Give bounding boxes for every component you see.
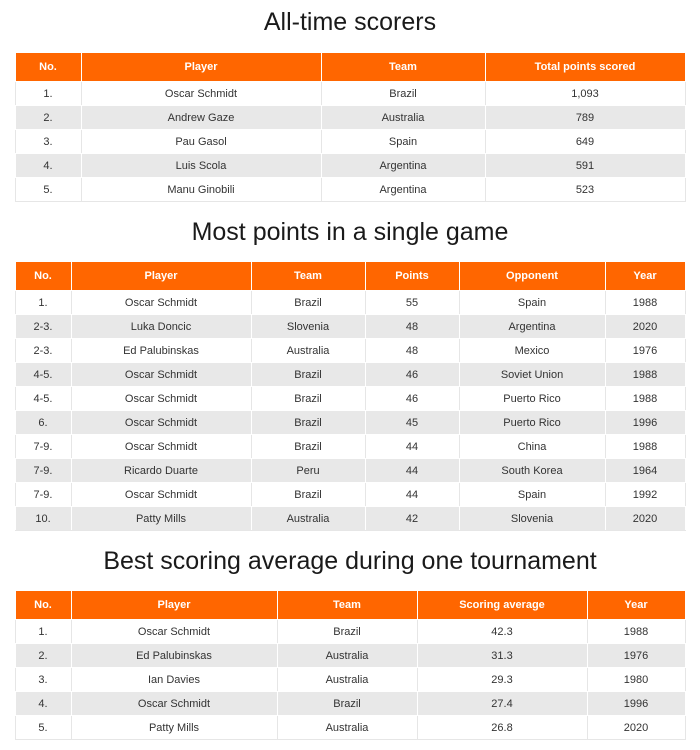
table-cell: Australia — [251, 507, 365, 531]
column-header: No. — [15, 262, 71, 291]
table-row — [15, 692, 685, 716]
section-title: All-time scorers — [263, 8, 437, 36]
table-cell: 5. — [15, 716, 71, 740]
table-cell: 3. — [15, 668, 71, 692]
table-cell: 6. — [15, 411, 71, 435]
table-cell: Spain — [459, 291, 605, 315]
table-cell: 4-5. — [15, 363, 71, 387]
table-cell: 42 — [365, 507, 459, 531]
column-header: Player — [81, 53, 321, 82]
table-cell: 2020 — [605, 507, 685, 531]
table-cell: 1988 — [605, 363, 685, 387]
table-cell: Australia — [277, 716, 417, 740]
table-row — [15, 387, 685, 411]
table-cell: Ed Palubinskas — [71, 644, 277, 668]
table-row — [15, 315, 685, 339]
table-cell: Pau Gasol — [81, 130, 321, 154]
table-cell: Brazil — [277, 620, 417, 644]
column-header: Team — [321, 53, 485, 82]
table-cell: Oscar Schmidt — [71, 620, 277, 644]
column-header: Total points scored — [485, 53, 685, 82]
table-header-row — [15, 591, 685, 620]
table-cell: 7-9. — [15, 483, 71, 507]
table-cell: Oscar Schmidt — [71, 411, 251, 435]
table-row — [15, 130, 685, 154]
table-cell: 26.8 — [417, 716, 587, 740]
single-game-points-table — [15, 262, 686, 531]
table-row — [15, 154, 685, 178]
table-cell: Oscar Schmidt — [71, 387, 251, 411]
table-cell: Ricardo Duarte — [71, 459, 251, 483]
table-cell: Brazil — [321, 82, 485, 106]
section-all-time-scorers — [0, 6, 700, 202]
table-row — [15, 644, 685, 668]
table-cell: Brazil — [251, 483, 365, 507]
table-cell: 1988 — [605, 435, 685, 459]
table-cell: 31.3 — [417, 644, 587, 668]
column-header: Team — [277, 591, 417, 620]
section-title: Best scoring average during one tournament — [103, 547, 597, 575]
table-cell: Brazil — [251, 411, 365, 435]
table-cell: Oscar Schmidt — [71, 692, 277, 716]
table-cell: Australia — [251, 339, 365, 363]
table-row — [15, 339, 685, 363]
table-row — [15, 483, 685, 507]
table-cell: Patty Mills — [71, 507, 251, 531]
table-cell: Australia — [277, 668, 417, 692]
table-cell: 44 — [365, 435, 459, 459]
table-cell: 5. — [15, 178, 81, 202]
table-cell: 1988 — [605, 387, 685, 411]
table-cell: 55 — [365, 291, 459, 315]
table-cell: 2020 — [587, 716, 685, 740]
table-row — [15, 363, 685, 387]
table-cell: Slovenia — [251, 315, 365, 339]
table-cell: 649 — [485, 130, 685, 154]
table-cell: Ian Davies — [71, 668, 277, 692]
table-cell: 42.3 — [417, 620, 587, 644]
table-cell: 1,093 — [485, 82, 685, 106]
table-cell: 4. — [15, 692, 71, 716]
table-cell: 4. — [15, 154, 81, 178]
table-cell: 523 — [485, 178, 685, 202]
table-cell: 591 — [485, 154, 685, 178]
table-row — [15, 291, 685, 315]
table-cell: 1996 — [587, 692, 685, 716]
table-cell: 44 — [365, 483, 459, 507]
table-cell: 1988 — [605, 291, 685, 315]
table-row — [15, 507, 685, 531]
table-cell: 4-5. — [15, 387, 71, 411]
table-cell: Puerto Rico — [459, 387, 605, 411]
table-cell: Andrew Gaze — [81, 106, 321, 130]
table-cell: Argentina — [321, 178, 485, 202]
table-cell: Oscar Schmidt — [71, 483, 251, 507]
table-row — [15, 411, 685, 435]
table-row — [15, 178, 685, 202]
table-cell: 1964 — [605, 459, 685, 483]
table-cell: Brazil — [277, 692, 417, 716]
table-cell: 2. — [15, 644, 71, 668]
table-cell: 7-9. — [15, 435, 71, 459]
table-row — [15, 435, 685, 459]
best-scoring-average-table — [15, 591, 686, 740]
table-row — [15, 82, 685, 106]
table-cell: Patty Mills — [71, 716, 277, 740]
table-cell: Brazil — [251, 387, 365, 411]
column-header: Player — [71, 591, 277, 620]
table-cell: 10. — [15, 507, 71, 531]
table-cell: 7-9. — [15, 459, 71, 483]
column-header: Year — [587, 591, 685, 620]
table-cell: 1. — [15, 82, 81, 106]
column-header: Scoring average — [417, 591, 587, 620]
column-header: Player — [71, 262, 251, 291]
column-header: Team — [251, 262, 365, 291]
table-cell: South Korea — [459, 459, 605, 483]
table-cell: Ed Palubinskas — [71, 339, 251, 363]
table-cell: Oscar Schmidt — [71, 435, 251, 459]
table-cell: Soviet Union — [459, 363, 605, 387]
table-cell: Oscar Schmidt — [71, 363, 251, 387]
table-header-row — [15, 262, 685, 291]
table-cell: 27.4 — [417, 692, 587, 716]
table-cell: Argentina — [459, 315, 605, 339]
table-cell: Oscar Schmidt — [71, 291, 251, 315]
table-row — [15, 459, 685, 483]
table-cell: Brazil — [251, 363, 365, 387]
table-row — [15, 668, 685, 692]
table-cell: 48 — [365, 339, 459, 363]
table-row — [15, 620, 685, 644]
table-cell: Puerto Rico — [459, 411, 605, 435]
table-cell: 2. — [15, 106, 81, 130]
table-cell: Luis Scola — [81, 154, 321, 178]
column-header: Points — [365, 262, 459, 291]
column-header: No. — [15, 591, 71, 620]
table-cell: Luka Doncic — [71, 315, 251, 339]
table-cell: Oscar Schmidt — [81, 82, 321, 106]
table-cell: 48 — [365, 315, 459, 339]
table-cell: 44 — [365, 459, 459, 483]
table-cell: 1. — [15, 620, 71, 644]
table-cell: Mexico — [459, 339, 605, 363]
table-cell: Argentina — [321, 154, 485, 178]
section-best-scoring-average — [0, 545, 700, 740]
table-cell: 1. — [15, 291, 71, 315]
table-cell: 45 — [365, 411, 459, 435]
table-cell: 1988 — [587, 620, 685, 644]
table-cell: 1976 — [587, 644, 685, 668]
table-cell: Spain — [321, 130, 485, 154]
section-single-game-points — [0, 216, 700, 531]
all-time-scorers-table — [15, 53, 686, 202]
table-cell: 46 — [365, 387, 459, 411]
table-cell: 1976 — [605, 339, 685, 363]
section-title: Most points in a single game — [191, 218, 509, 246]
table-row — [15, 106, 685, 130]
table-cell: Peru — [251, 459, 365, 483]
column-header: Year — [605, 262, 685, 291]
table-row — [15, 716, 685, 740]
table-cell: Australia — [321, 106, 485, 130]
column-header: Opponent — [459, 262, 605, 291]
table-cell: Brazil — [251, 435, 365, 459]
table-cell: Australia — [277, 644, 417, 668]
column-header: No. — [15, 53, 81, 82]
table-cell: 1996 — [605, 411, 685, 435]
table-cell: 2-3. — [15, 315, 71, 339]
table-cell: 2020 — [605, 315, 685, 339]
table-cell: 29.3 — [417, 668, 587, 692]
table-cell: 1992 — [605, 483, 685, 507]
table-cell: Spain — [459, 483, 605, 507]
table-cell: 46 — [365, 363, 459, 387]
table-cell: 1980 — [587, 668, 685, 692]
table-cell: 3. — [15, 130, 81, 154]
table-header-row — [15, 53, 685, 82]
table-cell: Brazil — [251, 291, 365, 315]
table-cell: 789 — [485, 106, 685, 130]
table-cell: Slovenia — [459, 507, 605, 531]
table-cell: 2-3. — [15, 339, 71, 363]
table-cell: Manu Ginobili — [81, 178, 321, 202]
table-cell: China — [459, 435, 605, 459]
